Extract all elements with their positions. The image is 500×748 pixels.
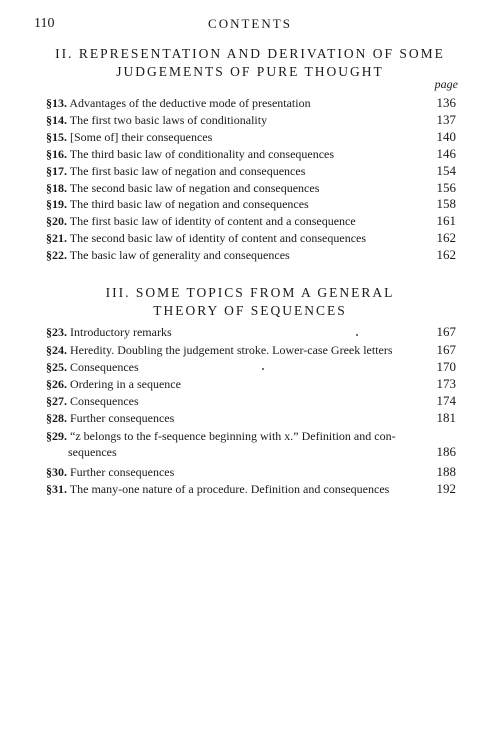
part-iii-title-line1: III. SOME TOPICS FROM A GENERAL [105, 285, 395, 300]
section-number: §24. [46, 343, 67, 357]
section-heading [46, 428, 428, 444]
section-title: Further consequences [70, 465, 175, 479]
section-title: Advantages of the deductive mode of presentation [69, 96, 311, 110]
section-page: 146 [436, 146, 456, 161]
section-title: Consequences [70, 360, 139, 374]
toc-entry[interactable] [46, 112, 456, 128]
toc-entry[interactable] [46, 213, 456, 229]
section-page: 170 [436, 359, 456, 374]
toc-entry[interactable] [46, 95, 456, 111]
section-number: §13. [46, 96, 67, 110]
section-page: 173 [436, 376, 456, 391]
toc-entry[interactable] [46, 393, 456, 409]
section-number: §20. [46, 214, 67, 228]
section-number: §28. [46, 411, 67, 425]
section-title: The first basic law of negation and consequences [69, 164, 306, 178]
section-title: The second basic law of negation and consequences [69, 181, 320, 195]
section-page: 162 [436, 230, 456, 245]
part-ii-title-line1: II. REPRESENTATION AND DERIVATION OF SOME [55, 46, 445, 61]
section-page: 137 [436, 112, 456, 127]
section-number: §31. [46, 482, 67, 496]
section-number: §27. [46, 394, 67, 408]
section-page: 156 [436, 180, 456, 195]
toc-entry[interactable] [46, 247, 456, 263]
section-page: 167 [436, 342, 456, 357]
section-number: §15. [46, 130, 67, 144]
toc-entry[interactable] [46, 464, 456, 480]
section-number: §29. [46, 429, 67, 443]
section-number: §14. [46, 113, 67, 127]
section-title: The first two basic laws of conditionality [69, 113, 268, 127]
section-title: Ordering in a sequence [70, 377, 181, 391]
section-page: 136 [436, 95, 456, 110]
section-title: The many-one nature of a procedure. Definition and consequences [69, 482, 390, 496]
section-title: The third basic law of conditionality and consequences [69, 147, 335, 161]
section-title: “z belongs to the f-sequence beginning with x.” Definition and con- [70, 429, 396, 443]
section-title: The second basic law of identity of content and consequences [69, 231, 367, 245]
section-title: Introductory remarks [70, 325, 172, 339]
scan-speck [262, 368, 264, 370]
toc-entry[interactable] [46, 428, 456, 460]
toc-entry[interactable] [46, 481, 456, 497]
section-number: §30. [46, 465, 67, 479]
page-column-label: page [434, 77, 458, 91]
section-title: Heredity. Doubling the judgement stroke. Lower-case Greek letters [70, 343, 393, 357]
scan-speck [356, 334, 358, 336]
section-number: §16. [46, 147, 67, 161]
toc-entry[interactable] [46, 163, 456, 179]
section-page: 154 [436, 163, 456, 178]
section-number: §21. [46, 231, 67, 245]
section-number: §19. [46, 197, 67, 211]
toc-entry[interactable] [46, 180, 456, 196]
section-page: 158 [436, 196, 456, 211]
section-number: §18. [46, 181, 67, 195]
section-page: 188 [436, 464, 456, 479]
part-ii-title-line2: JUDGEMENTS OF PURE THOUGHT [116, 64, 384, 79]
section-title: The third basic law of negation and consequences [69, 197, 309, 211]
running-title: CONTENTS [208, 16, 292, 31]
section-title: Consequences [70, 394, 139, 408]
toc-entry[interactable] [46, 196, 456, 212]
toc-entry[interactable] [46, 376, 456, 392]
part-iii-title-line2: THEORY OF SEQUENCES [153, 303, 347, 318]
page-number: 110 [34, 16, 55, 31]
section-title-continued: sequences [68, 445, 117, 459]
section-number: §26. [46, 377, 67, 391]
section-number: §25. [46, 360, 67, 374]
toc-entry[interactable] [46, 342, 456, 358]
section-title: [Some of] their consequences [70, 130, 213, 144]
section-page: 140 [436, 129, 456, 144]
section-number: §22. [46, 248, 67, 262]
toc-entry[interactable] [46, 146, 456, 162]
toc-entry[interactable] [46, 324, 456, 340]
section-page: 161 [436, 213, 456, 228]
section-title: The basic law of generality and consequences [69, 248, 290, 262]
section-page: 162 [436, 247, 456, 262]
section-page: 174 [436, 393, 456, 408]
section-page: 192 [436, 481, 456, 496]
section-page: 167 [436, 324, 456, 339]
toc-entry[interactable] [46, 410, 456, 426]
section-title: The first basic law of identity of content and a consequence [69, 214, 356, 228]
section-title: Further consequences [70, 411, 175, 425]
section-number: §23. [46, 325, 67, 339]
toc-entry[interactable] [46, 230, 456, 246]
toc-entry[interactable] [46, 359, 456, 375]
toc-entry[interactable] [46, 129, 456, 145]
section-page: 181 [436, 410, 456, 425]
section-number: §17. [46, 164, 67, 178]
section-page: 186 [436, 444, 456, 459]
